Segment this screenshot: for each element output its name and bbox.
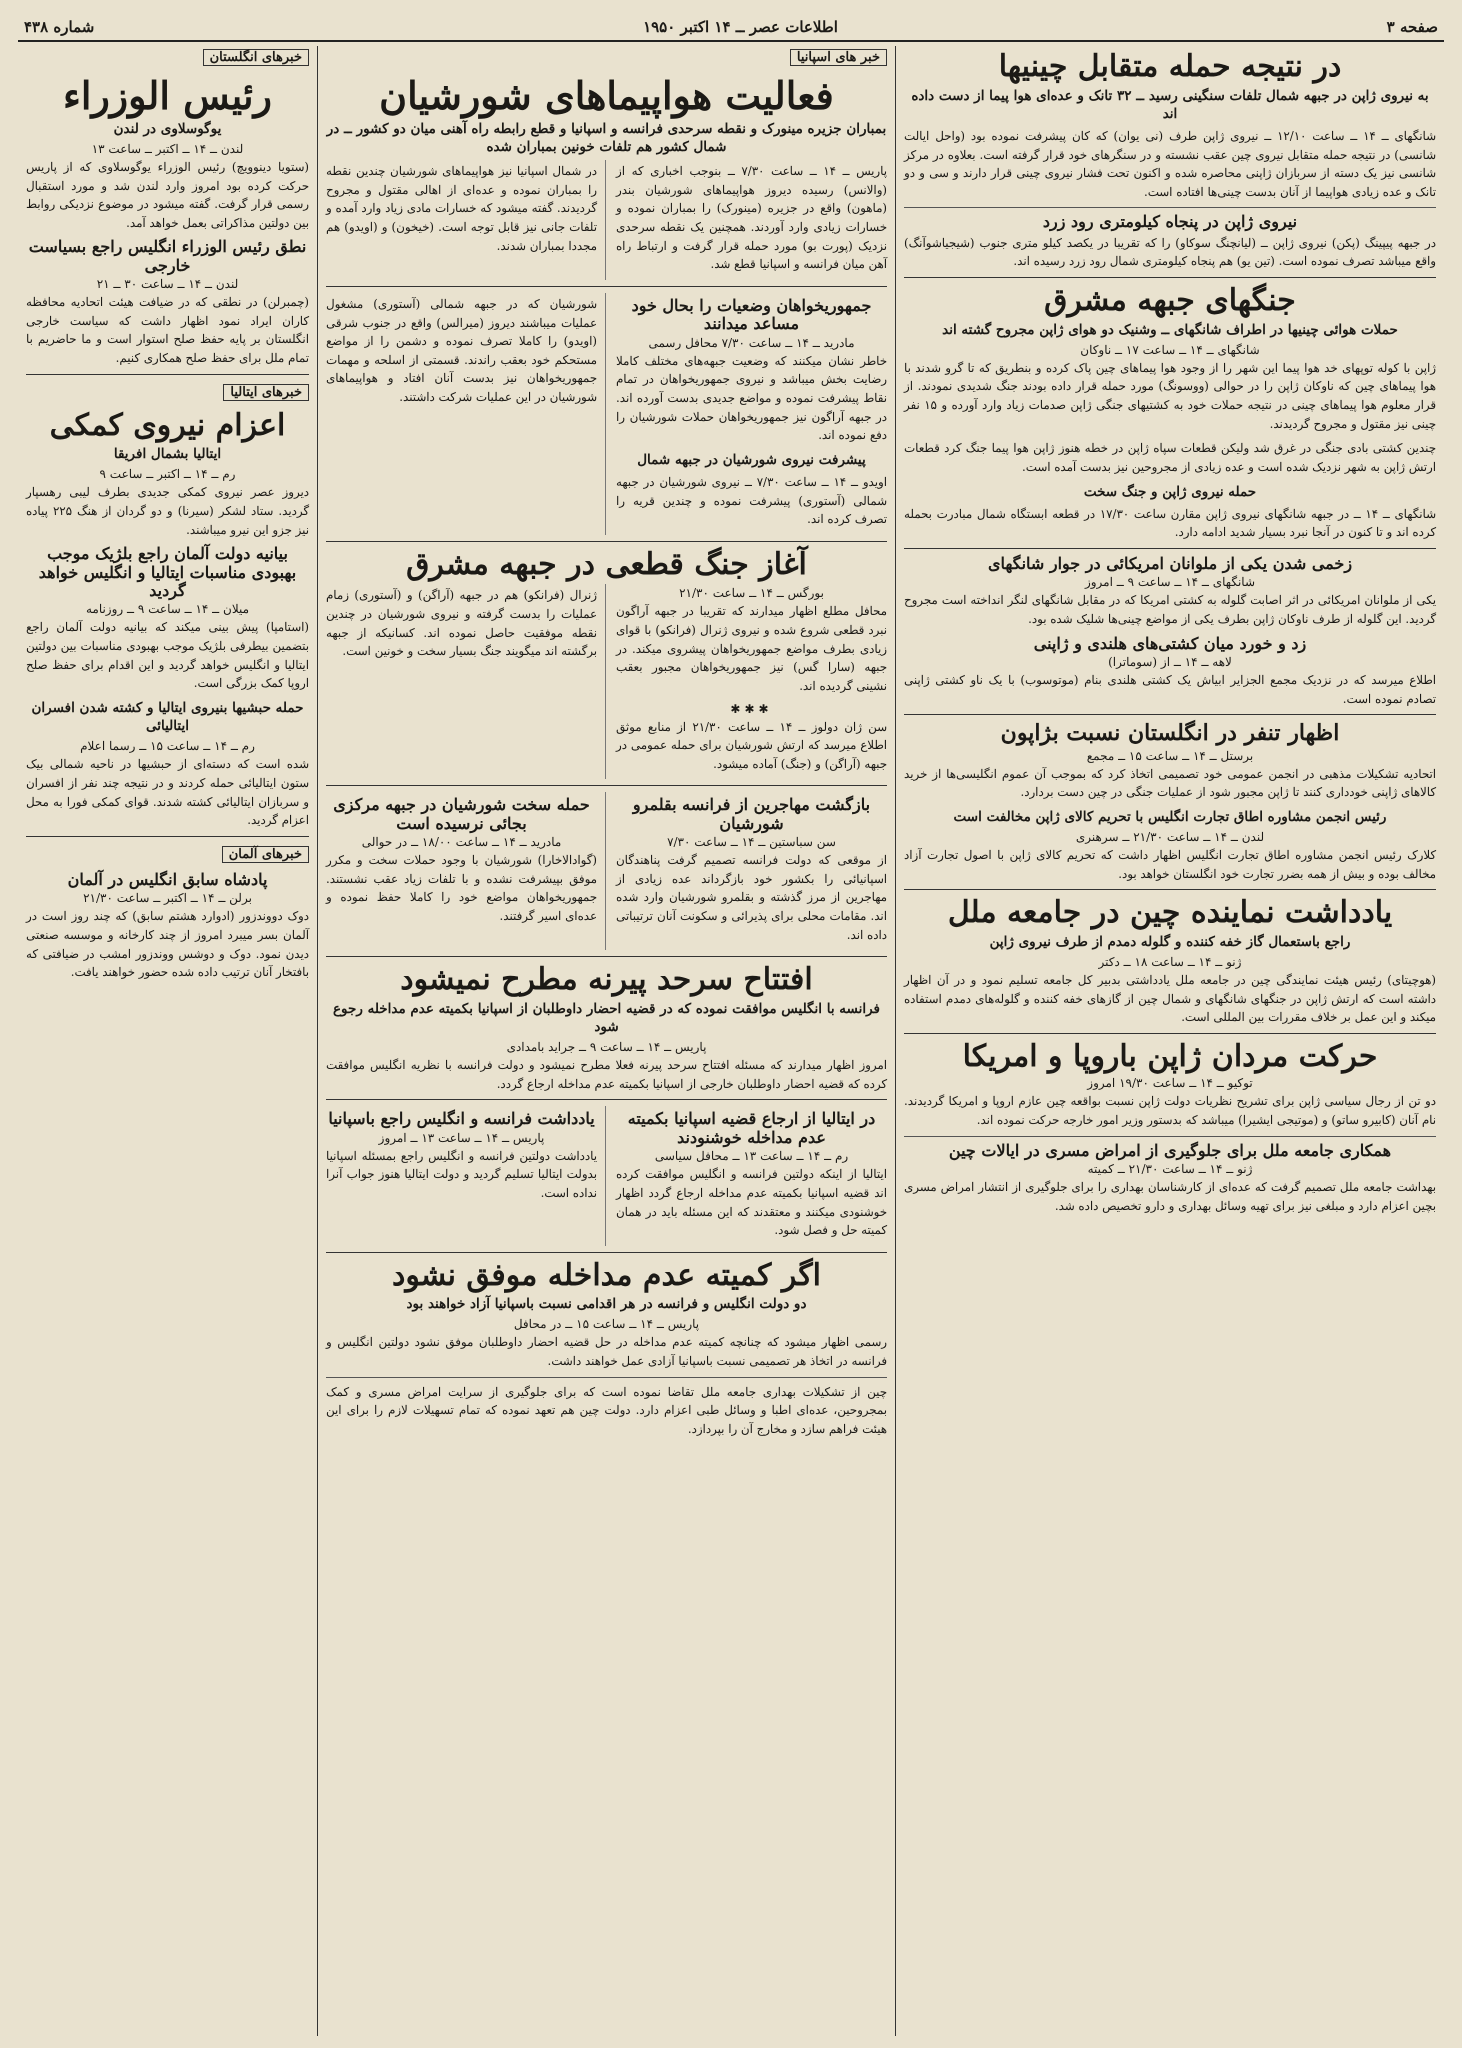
subhead-prime-minister: یوگوسلاوی در لندن bbox=[113, 120, 222, 137]
issue-number: شماره ۴۳۸ bbox=[24, 18, 95, 36]
subhead-league-note: راجع باستعمال گاز خفه کننده و گلوله دمدم از طرف نیروی ژاپن bbox=[989, 933, 1351, 950]
separator-stars: ✱✱✱ bbox=[730, 701, 773, 716]
headline-foreign-policy: نطق رئیس الوزراء انگلیس راجع بسیاست خارجی bbox=[28, 237, 307, 275]
dateline-trade-chamber: لندن ــ ۱۴ ــ ساعت ۲۱/۳۰ ــ سرهنری bbox=[1075, 830, 1265, 845]
dateline-central-front: مادرید ــ ۱۴ ــ ساعت ۱۸/۰۰ ــ در حوالی bbox=[361, 835, 562, 850]
column-left bbox=[18, 46, 318, 2036]
dateline-committee-fails: پاریس ــ ۱۴ ــ ساعت ۱۵ ــ در محافل bbox=[513, 1317, 700, 1332]
headline-league-health: همکاری جامعه ملل برای جلوگیری از امراض مسری در ایالات چین bbox=[948, 1140, 1392, 1160]
headline-prime-minister: رئیس الوزراء bbox=[63, 73, 272, 118]
article-dutch-japanese: اطلاع میرسد که در نزدیک مجمع الجزایر ابیاش یک کشتی هلندی بنام (موتوسوب) با یک ناو کشتی ژاپنی تصادم نموده است. bbox=[904, 673, 1436, 706]
article-yellow-river: در جبهه پیپینگ (پکن) نیروی ژاپن ــ (لیانچنگ سوکاو) را که تقریبا در یکصد کیلو متری جنوب (شیجیاشوآنگ) واقع میباشد تصرف نموده است. (تین یو) هم پنجاه کیلومتری شمال رود زرد رسیده اند. bbox=[904, 235, 1436, 269]
dateline-republicans: مادرید ــ ۱۴ ــ ساعت ۷/۳۰ محافل رسمی bbox=[648, 335, 855, 350]
article-rebel-planes-2: در شمال اسپانیا نیز هواپیماهای شورشیان چندین نقطه را بمباران نموده و عده‌ای از اهالی مقتول و مجروح گردیدند. گفته میشود که خسارات مادی زیاد وارد آمده و تلفات جانی نیز قابل توجه است. (خیخون) و (اویدو) هم مجددا بمباران شدند. bbox=[326, 164, 597, 253]
section-tag-england: خبرهای انگلستان bbox=[203, 49, 309, 66]
headline-belgium-statement: بیانیه دولت آلمان راجع بلژیک موجب بهبودی مناسبات ایتالیا و انگلیس خواهد گردید bbox=[38, 544, 297, 601]
dateline-italy-pleased: رم ــ ۱۴ ــ ساعت ۱۳ ــ محافل سیاسی bbox=[654, 1149, 849, 1164]
subhead-chinese-counterattack: به نیروی ژاپن در جبهه شمال تلفات سنگینی رسید ــ ۳۲ تانک و عده‌ای هوا پیما از دست داده اند bbox=[911, 87, 1429, 122]
article-decisive-battle-1: محافل مطلع اظهار میدارند که تقریبا در جبهه آراگون نبرد قطعی شروع شده و نیروی ژنرال (فرانکو) با قوای زیادی بطرف مواضع جمهوریخواهان پیشروی میکند. در جبهه (سارا گس) نیز جمهوریخواهان مجبور بعقب نشینی گردیده اند. bbox=[616, 604, 887, 693]
dateline-decisive-battle: بورگس ــ ۱۴ ــ ساعت ۲۱/۳۰ bbox=[679, 586, 824, 601]
article-american-sailor: یکی از ملوانان امریکائی در اثر اصابت گلوله به کشتی امریکا که در مقابل شانگهای لنگر انداخته است مجروح گردید. این گلوله از طرف ناوکان ژاپن بطرف یکی از مواضع چینی‌ها شلیک شده بود. bbox=[904, 593, 1436, 627]
dateline-former-king: برلن ــ ۱۴ ــ اکتبر ــ ساعت ۲۱/۳۰ bbox=[83, 891, 252, 906]
article-abyssinia-attack: شده است که دسته‌ای از حبشیها در ناحیه شمالی بیک ستون ایتالیائی حمله کردند و در نتیجه چند نفر از افسران و سربازان ایتالیائی کشته شدند. قوای کمکی فورا به محل اعزام گردید. bbox=[26, 757, 309, 828]
page-number: صفحه ۳ bbox=[1386, 18, 1438, 36]
article-asturias: شورشیان که در جبهه شمالی (آستوری) مشغول عملیات میباشند دیروز (میرالس) واقع در جنوب شرقی (اویدو) را کاملا تصرف نموده و دشمن را از مواضع مستحکم خود بعقب راندند. قسمتی از اسلحه و مهمات جمهوریخواهان نیز بدست آنان افتاد و هواپیماهای شورشیان در این عملیات شرکت داشتند. bbox=[326, 296, 597, 404]
article-rebel-planes-1: پاریس ــ ۱۴ ــ ساعت ۷/۳۰ ــ بنوجب اخباری که از (والانس) رسیده دیروز هواپیماهای شورشیان بندر (ماهون) واقع در جزیره (مینورک) را بمباران نموده و خسارات زیادی وارد آوردند. همچنین یک نقطه سرحدی نزدیک (پورت بو) مورد حمله قرار گرفت و ارتباط راه آهن میان فرانسه و اسپانیا قطع شد. bbox=[616, 164, 888, 272]
masthead bbox=[18, 14, 1444, 42]
headline-american-sailor: زخمی شدن یکی از ملوانان امریکائی در جوار شانگهای bbox=[987, 554, 1353, 574]
headline-rebel-planes: فعالیت هواپیماهای شورشیان bbox=[379, 73, 834, 118]
dateline-pyrenees-border: پاریس ــ ۱۴ ــ ساعت ۹ ــ جراید بامدادی bbox=[506, 1040, 707, 1055]
dateline-japan-envoys: توکیو ــ ۱۴ ــ ساعت ۱۹/۳۰ امروز bbox=[1087, 1076, 1253, 1091]
dateline-franco-british-note: پاریس ــ ۱۴ ــ ساعت ۱۳ ــ امروز bbox=[378, 1130, 545, 1145]
dateline-belgium-statement: میلان ــ ۱۴ ــ ساعت ۹ ــ روزنامه bbox=[85, 602, 250, 617]
headline-reinforcements: اعزام نیروی کمکی bbox=[49, 407, 286, 443]
dateline-league-health: ژنو ــ ۱۴ ــ ساعت ۲۱/۳۰ ــ کمیته bbox=[1087, 1162, 1253, 1177]
article-prime-minister: (ستویا دینوویچ) رئیس الوزراء یوگوسلاوی که از پاریس حرکت کرده بود امروز وارد لندن شد و مورد استقبال رسمی قرار گرفت. گفته میشود در موضوع نزدیکی روابط بین دولتین مذاکراتی بعمل خواهد آمد. bbox=[26, 159, 309, 230]
dateline-prime-minister: لندن ــ ۱۴ ــ اکتبر ــ ساعت ۱۳ bbox=[91, 141, 244, 156]
article-foreign-policy: (چمبرلن) در نطقی که در ضیافت هیئت اتحادیه محافظه کاران ایراد نمود اظهار داشت که سیاست خارجی انگلستان بر پایه حفظ صلح استوار است و ما حاضریم با تمام ملل برای حفظ صلح همکاری کنیم. bbox=[26, 295, 309, 366]
article-rebel-north: اویدو ــ ۱۴ ــ ساعت ۷/۳۰ ــ نیروی شورشیان در جبهه شمالی (آستوری) پیشرفت نموده و چندین قریه را تصرف کرده اند. bbox=[616, 475, 888, 527]
headline-former-king: پادشاه سابق انگلیس در آلمان bbox=[67, 869, 268, 889]
article-eastern-front-2: چندین کشتی بادی جنگی در غرق شد ولیکن قطعات سپاه ژاپن در خطه هنوز ژاپن هوا پیما جنگ کرد قطعات ارتش ژاپن به شهر نزدیک شده است و عده زیادی از مجروحین نیز بدست آمده است. bbox=[904, 441, 1436, 474]
subhead-rebel-north: پیشرفت نیروی شورشیان در جبهه شمال bbox=[637, 451, 866, 468]
headline-franco-british-note: یادداشت فرانسه و انگلیس راجع باسپانیا bbox=[328, 1109, 595, 1129]
paper-date: اطلاعات عصر ــ ۱۴ اکتبر ۱۹۵۰ bbox=[643, 18, 838, 36]
headline-pyrenees-border: افتتاح سرحد پیرنه مطرح نمیشود bbox=[400, 962, 813, 998]
headline-refugees-return: بازگشت مهاجرین از فرانسه بقلمرو شورشیان bbox=[632, 795, 871, 833]
subhead-committee-fails: دو دولت انگلیس و فرانسه در هر اقدامی نسبت باسپانیا آزاد خواهند بود bbox=[406, 1296, 807, 1313]
article-belgium-statement: (استامپا) پیش بینی میکند که بیانیه دولت آلمان راجع بتضمین بیطرفی بلژیک موجب بهبودی مناسبات بین دولتین ایتالیا و انگلیس خواهد گردید و این اقدام برای حفظ صلح اروپا کمک بزرگی است. bbox=[26, 620, 309, 691]
headline-yellow-river: نیروی ژاپن در پنجاه کیلومتری رود زرد bbox=[1042, 212, 1298, 232]
article-central-front: (گوادالاخارا) شورشیان با وجود حملات سخت و مکرر موفق بپیشرفت نشده و با تلفات زیاد عقب نشستند. جمهوریخواهان مواضع خود را کاملا حفظ نموده و عده‌ای اسیر گرفتند. bbox=[326, 853, 597, 924]
section-tag-spain: خبر های اسپانیا bbox=[790, 49, 887, 66]
section-tag-germany: خبرهای آلمان bbox=[222, 846, 309, 863]
headline-chinese-counterattack: در نتیجه حمله متقابل چینیها bbox=[998, 49, 1342, 84]
article-china-health: چین از تشکیلات بهداری جامعه ملل تقاضا نموده است که برای جلوگیری از سرایت امراض مسری و کمک بمجروحین، عده‌ای اطبا و وسائل طبی اعزام دارد. دولت چین هم تعهد نموده که تمام تسهیلات لازم را برای این هیئت فراهم سازد و مخارج آن را بپردازد. bbox=[326, 1384, 887, 1436]
article-chinese-counterattack: شانگهای ــ ۱۴ ــ ساعت ۱۲/۱۰ ــ نیروی ژاپن طرف (نی یوان) که کان پیشرفت نموده بود (واحل ایالت شانسی) در نتیجه حمله متقابل نیروی چین عقب نشسته و در سنگرهای خود قرار گرفته است. بعلاوه در مرکز شانسی نیز یک دسته از سربازان ژاپنی محاصره شده و اکنون تحت فشار نیروی چینی قرار دارند و سی و دو تانک و عده زیادی هواپیما از آنان بدست چینی‌ها افتاده است. bbox=[904, 128, 1436, 199]
headline-decisive-battle: آغاز جنگ قطعی در جبهه مشرق bbox=[406, 546, 807, 582]
article-eastern-front: ژاپن با کوله توپهای خد هوا پیما این شهر را از وجود هوا پیماهای چین پاک کرده و بنطریق که تا گرو شدند با هوا پیماهای چین که ناوکان ژاپن را در حوالی (ووسونگ) مورد حمله قرار داده بودند جنگ شدیدی نمودند. از قرار معلوم هوا پیماهای چینی در نتیجه حملات خود به کشتیهای جنگی ژاپن صدمات زیاد وارد آورده و ۱۵ نفر چینی نیز مقتول و مجروح گردیدند. bbox=[904, 360, 1436, 431]
dateline-eastern-front: شانگهای ــ ۱۴ ــ ساعت ۱۷ ــ ناوکان bbox=[1080, 342, 1260, 357]
dateline-american-sailor: شانگهای ــ ۱۴ ــ ساعت ۹ ــ امروز bbox=[1084, 575, 1256, 590]
article-league-health: بهداشت جامعه ملل تصمیم گرفت که عده‌ای از کارشناسان بهداری را برای جلوگیری از انتشار امراض مسری بچین اعزام دارد و مبلغی نیز برای تهیه وسائل بهداری و دارو تخصیص داده شد. bbox=[904, 1180, 1436, 1213]
headline-dutch-japanese: زد و خورد میان کشتی‌های هلندی و ژاپنی bbox=[1033, 633, 1307, 653]
subhead-pyrenees-border: فرانسه با انگلیس موافقت نموده که در قضیه احضار داوطلبان از اسپانیا بکمیته عدم مداخله رجوع شود bbox=[333, 1000, 880, 1035]
article-decisive-battle-2: ژنرال (فرانکو) هم در جبهه (آراگن) و (آستوری) زمام عملیات را بدست گرفته و نیروی شورشیان در چندین نقطه موفقیت حاصل نموده اند. کسانیکه از جبهه برگشته اند میگویند جنگ بسیار سخت و خونین است. bbox=[326, 588, 597, 659]
article-england-disgust: اتحادیه تشکیلات مذهبی در انجمن عمومی خود تصمیمی اتخاذ کرد که بموجب آن عموم انگلیسی‌ها از خرید کالاهای ژاپنی خودداری کنند تا ژاپن مجبور شود از عملیات جنگی در چین دست بردارد. bbox=[904, 766, 1436, 800]
headline-england-disgust: اظهار تنفر در انگلستان نسبت بژاپون bbox=[1000, 720, 1340, 747]
dateline-dutch-japanese: لاهه ــ ۱۴ ــ از (سوماترا) bbox=[1108, 655, 1232, 670]
subhead-trade-chamber: رئیس انجمن مشاوره اطاق تجارت انگلیس با تحریم کالای ژاپن مخالفت است bbox=[953, 808, 1387, 825]
article-japan-attack: شانگهای ــ ۱۴ ــ در جبهه شانگهای نیروی ژاپن مقارن ساعت ۱۷/۳۰ در قطعه ابستگاه شمال مبادرت بحمله کرده اند و تا کنون در آنجا نبرد بسیار شدید ادامه دارد. bbox=[904, 506, 1436, 540]
article-reinforcements: دیروز عصر نیروی کمکی جدیدی بطرف لیبی رهسپار گردید. ستاد لشکر (سیرنا) و دو گردان از هنگ ۲۲۵ پیاده نیز جزو این نیرو میباشند. bbox=[26, 485, 309, 537]
article-former-king: دوک دووندزور (ادوارد هشتم سابق) که چند روز است در آلمان بسر میبرد امروز از چند کارخانه و موسسه صنعتی دیدن نمود. دوک و دوشس ووندزور امشب در ضیافتی که بافتخار آنان ترتیب داده شده حضور خواهند یافت. bbox=[26, 909, 309, 980]
subhead-japan-attack: حمله نیروی ژاپن و جنگ سخت bbox=[1083, 483, 1257, 500]
section-tag-italy: خبرهای ایتالیا bbox=[223, 384, 309, 401]
article-franco-british-note: یادداشت دولتین فرانسه و انگلیس راجع بمسئله اسپانیا بدولت ایتالیا تسلیم گردید و دولت ایتالیا هنوز جواب آنرا نداده است. bbox=[326, 1148, 597, 1201]
headline-league-note: یادداشت نماینده چین در جامعه ملل bbox=[947, 895, 1393, 931]
column-right bbox=[896, 46, 1444, 2036]
article-decisive-battle-3: سن ژان دولوز ــ ۱۴ ــ ساعت ۲۱/۳۰ از منابع موثق اطلاع میرسد که ارتش شورشیان برای حمله عمومی در جبهه (آراگن) و (جنگ) آماده میشود. bbox=[616, 719, 888, 771]
article-refugees-return: از موقعی که دولت فرانسه تصمیم گرفت پناهندگان اسپانیائی را بکشور خود بازگرداند عده زیادی از مهاجرین از مرز گذشته و بقلمرو شورشیان وارد شده اند. مقامات محلی برای پذیرائی و سکونت آنان ترتیباتی داده اند. bbox=[616, 853, 887, 942]
article-italy-pleased: ایتالیا از اینکه دولتین فرانسه و انگلیس موافقت کرده اند قضیه اسپانیا بکمیته عدم مداخله ارجاع گردد اظهار خوشنودی میکنند و معتقدند که این مسئله باید در همان کمیته حل و فصل شود. bbox=[616, 1167, 887, 1238]
article-japan-envoys: دو تن از رجال سیاسی ژاپن برای تشریح نظریات دولت ژاپن نسبت بواقعه چین عازم اروپا و امریکا گردیدند. نام آنان (کابیرو ساتو) و (موتیجی ایشیرا) میباشد که بدستور وزیر امور خارجه حرکت نموده اند. bbox=[904, 1094, 1436, 1128]
headline-committee-fails: اگر کمیته عدم مداخله موفق نشود bbox=[391, 1257, 822, 1293]
article-trade-chamber: کلارک رئیس انجمن مشاوره اطاق تجارت انگلیس اظهار داشت که تحریم کالای ژاپن با اصول تجارت آزاد مخالف بوده و بیش از همه بضرر تجارت خود انگلستان خواهد بود. bbox=[904, 848, 1436, 881]
subhead-reinforcements: ایتالیا بشمال افریقا bbox=[113, 446, 222, 463]
article-republicans: خاطر نشان میکنند که وضعیت جبهه‌های مختلف کاملا رضایت بخش میباشد و نیروی جمهوریخواهان در تمام نقاط پیشرفت نموده و مواضع جدیدی بدست آورده اند. در جبهه آراگون نیز جمهوریخواهان حملات شورشیان را دفع نموده اند. bbox=[616, 353, 887, 443]
headline-japan-envoys: حرکت مردان ژاپن باروپا و امریکا bbox=[962, 1038, 1378, 1074]
subhead-rebel-planes: بمباران جزیره مینورک و نقطه سرحدی فرانسه و اسپانیا و قطع رابطه راه آهنی میان دو کشور ــ در شمال کشور هم تلفات خونین بمباران شده bbox=[326, 120, 887, 155]
headline-republicans: جمهوریخواهان وضعیات را بحال خود مساعد میدانند bbox=[631, 295, 872, 334]
dateline-england-disgust: برستل ــ ۱۴ ــ ساعت ۱۵ ــ مجمع bbox=[1086, 748, 1254, 763]
headline-eastern-front: جنگهای جبهه مشرق bbox=[1044, 283, 1296, 319]
subhead-abyssinia-attack: حمله حبشیها بنیروی ایتالیا و کشته شدن افسران ایتالیائی bbox=[31, 699, 304, 735]
article-pyrenees-border: امروز اظهار میدارند که مسئله افتتاح سرحد پیرنه فعلا مطرح نمیشود و دولت فرانسه با نظریه انگلیس موافقت کرده که قضیه احضار داوطلبان خارجی از اسپانیا بکمیته عدم مداخله ارجاع گردد. bbox=[326, 1058, 887, 1091]
dateline-league-note: ژنو ــ ۱۴ ــ ساعت ۱۸ ــ دکتر bbox=[1098, 955, 1242, 970]
dateline-refugees-return: سن سباستین ــ ۱۴ ــ ساعت ۷/۳۰ bbox=[667, 835, 836, 850]
article-committee-fails: رسمی اظهار میشود که چنانچه کمیته عدم مداخله در حل قضیه احضار داوطلبان موفق نشود دولتین انگلیس و فرانسه در اتخاذ هر تصمیمی نسبت باسپانیا آزادی عمل خواهند داشت. bbox=[326, 1335, 887, 1369]
dateline-abyssinia-attack: رم ــ ۱۴ ــ ساعت ۱۵ ــ رسما اعلام bbox=[80, 739, 255, 754]
article-league-note: (هوچیتای) رئیس هیئت نمایندگی چین در جامعه ملل یادداشتی بدبیر کل جامعه تسلیم نمود و در آن اظهار داشته است که ارتش ژاپن در جنگهای شانگهای و شمال چین از گازهای خفه کننده و گلوله‌های دمدم استفاده میکند و این عمل بر خلاف مقررات بین المللی است. bbox=[904, 973, 1436, 1025]
subhead-eastern-front: حملات هوائی چینیها در اطراف شانگهای ــ وشنیک دو هوای ژاپن مجروح گشته اند bbox=[942, 321, 1398, 338]
headline-central-front: حمله سخت شورشیان در جبهه مرکزی بجائی نرسیده است bbox=[333, 795, 590, 833]
headline-italy-pleased: در ایتالیا از ارجاع قضیه اسپانیا بکمیته عدم مداخله خوشنودند bbox=[627, 1109, 876, 1147]
column-middle bbox=[318, 46, 896, 2036]
columns bbox=[18, 46, 1444, 2036]
dateline-reinforcements: رم ــ ۱۴ ــ اکتبر ــ ساعت ۹ bbox=[99, 467, 236, 482]
dateline-foreign-policy: لندن ــ ۱۴ ــ ساعت ۳۰ ــ ۲۱ bbox=[96, 277, 239, 292]
